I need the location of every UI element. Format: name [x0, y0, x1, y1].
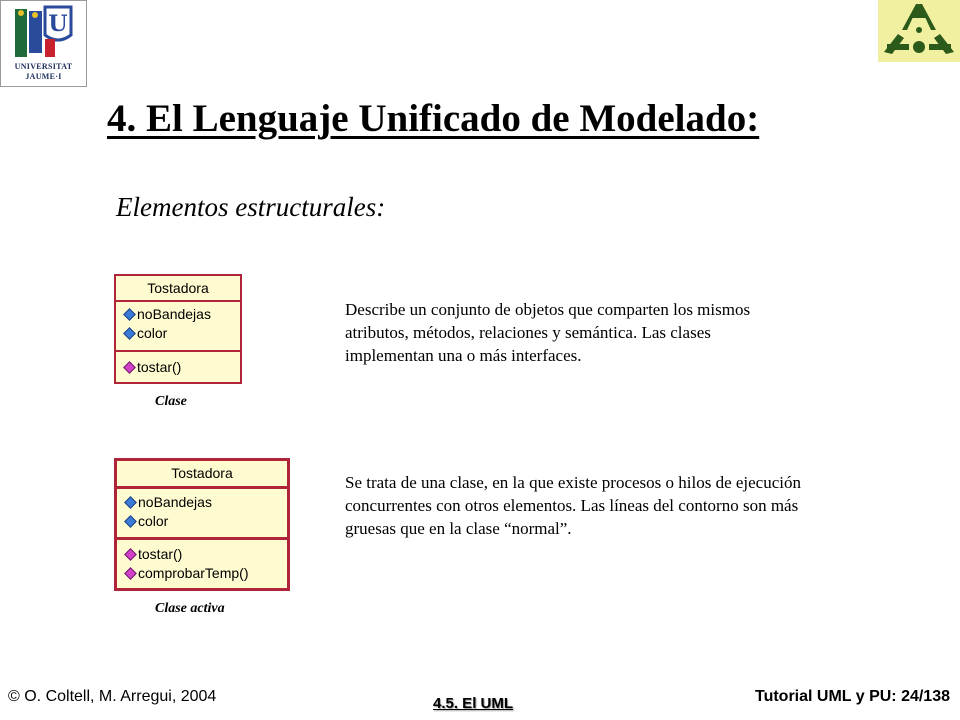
operation-row — [117, 564, 287, 583]
operation-row — [116, 358, 240, 377]
department-logo-icon — [878, 0, 960, 62]
page-title: 4. El Lenguaje Unificado de Modelado: — [107, 97, 760, 140]
class-caption: Clase — [155, 394, 187, 409]
attribute-name: noBandejas — [138, 494, 212, 510]
operation-icon — [124, 548, 137, 561]
class-name: Tostadora — [147, 280, 209, 296]
footer-copyright: © O. Coltell, M. Arregui, 2004 — [8, 688, 217, 705]
operation-row — [117, 545, 287, 564]
uml-active-class-diagram — [114, 458, 290, 591]
attribute-row — [117, 493, 287, 512]
class-description: Describe un conjunto de objetos que comparten los mismos atributos, métodos, relaciones y semántica. Las clases implementan una o más interfaces. — [345, 300, 751, 365]
operation-icon — [123, 361, 136, 374]
attributes-compartment — [116, 300, 240, 350]
attribute-row — [116, 324, 240, 343]
university-name-line1: UNIVERSITAT — [14, 62, 73, 71]
attribute-icon — [124, 515, 137, 528]
attribute-name: color — [137, 325, 168, 341]
operation-name: comprobarTemp() — [138, 565, 249, 581]
attribute-row — [117, 512, 287, 531]
footer-section: 4.5. El UML — [433, 695, 514, 712]
operation-icon — [124, 567, 137, 580]
uml-class-diagram — [114, 274, 242, 384]
attribute-name: color — [138, 513, 169, 529]
attribute-icon — [123, 308, 136, 321]
operation-name: tostar() — [137, 359, 182, 375]
operation-name: tostar() — [138, 546, 183, 562]
attribute-name: noBandejas — [137, 306, 211, 322]
active-class-description: Se trata de una clase, en la que existe procesos o hilos de ejecución concurrentes con otros elementos. Las líneas del contorno son más gruesas que en la clase “normal”. — [345, 473, 801, 538]
attribute-icon — [123, 327, 136, 340]
class-name: Tostadora — [171, 465, 233, 481]
active-class-caption: Clase activa — [155, 601, 225, 616]
attribute-icon — [124, 496, 137, 509]
attribute-row — [116, 305, 240, 324]
section-subtitle: Elementos estructurales: — [116, 192, 386, 222]
university-logo — [0, 0, 87, 87]
university-name-line2: JAUME·I — [25, 72, 62, 81]
attributes-compartment — [117, 486, 287, 537]
operations-compartment — [117, 537, 287, 587]
university-emblem-icon — [1, 1, 86, 61]
svg-text:U: U — [48, 11, 68, 37]
footer-page-number: Tutorial UML y PU: 24/138 — [754, 688, 950, 705]
operations-compartment — [116, 350, 240, 382]
